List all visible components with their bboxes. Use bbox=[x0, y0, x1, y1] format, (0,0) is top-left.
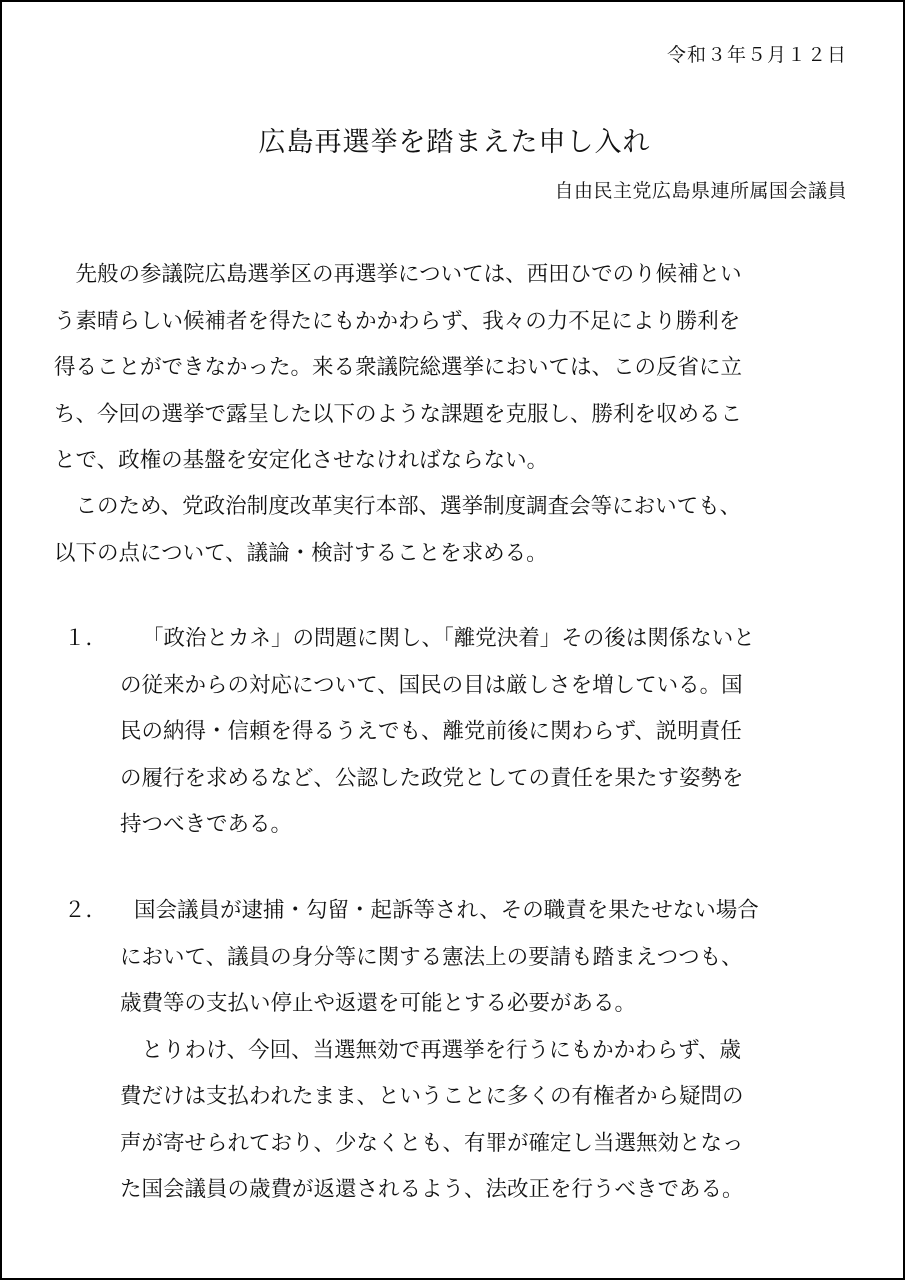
text-line: 費だけは支払われたまま、ということに多くの有権者から疑問の bbox=[120, 1084, 744, 1109]
text-line: 先般の参議院広島選挙区の再選挙については、西田ひでのり候補とい bbox=[54, 262, 742, 287]
text-line: の従来からの対応について、国民の目は厳しさを増している。国 bbox=[120, 672, 743, 698]
text-line: 以下の点について、議論・検討することを求める。 bbox=[54, 540, 548, 566]
text-line: 国会議員が逮捕・勾留・起訴等され、その職責を果たせない場合 bbox=[134, 898, 759, 923]
text-line: 「政治とカネ」の問題に関し、「離党決着」その後は関係ないと bbox=[142, 626, 755, 651]
text-line: 歳費等の支払い停止や返還を可能とする必要がある。 bbox=[120, 991, 637, 1016]
item-number: １． bbox=[64, 626, 108, 651]
intro-paragraph-2 bbox=[54, 484, 866, 577]
text-line: において、議員の身分等に関する憲法上の要請も踏まえつつも、 bbox=[120, 944, 743, 970]
text-line: の履行を求めるなど、公認した政党としての責任を果たす姿勢を bbox=[120, 765, 744, 791]
text-line: とで、政権の基盤を安定化させなければならない。 bbox=[54, 448, 549, 473]
document-affiliation: 自由民主党広島県連所属国会議員 bbox=[554, 180, 847, 202]
intro-paragraph-1 bbox=[54, 252, 866, 485]
list-item-1 bbox=[54, 616, 866, 849]
text-line: 得ることができなかった。来る衆議院総選挙においては、この反省に立 bbox=[54, 355, 743, 380]
text-line: た国会議員の歳費が返還されるよう、法改正を行うべきである。 bbox=[120, 1177, 744, 1202]
text-line: う素晴らしい候補者を得たにもかかわらず、我々の力不足により勝利を bbox=[54, 308, 741, 334]
document-title: 広島再選挙を踏まえた申し入れ bbox=[258, 127, 651, 158]
text-line: 民の納得・信頼を得るうえでも、離党前後に関わらず、説明責任 bbox=[120, 719, 742, 744]
list-item-2 bbox=[54, 888, 866, 1214]
text-line: 声が寄せられており、少なくとも、有罪が確定し当選無効となっ bbox=[120, 1130, 744, 1156]
text-line: とりわけ、今回、当選無効で再選挙を行うにもかかわらず、歳 bbox=[120, 1037, 741, 1063]
item-number: ２． bbox=[64, 898, 108, 923]
text-line: ち、今回の選挙で露呈した以下のような課題を克服し、勝利を収めるこ bbox=[54, 401, 743, 427]
text-line: このため、党政治制度改革実行本部、選挙制度調査会等においても、 bbox=[54, 494, 742, 519]
text-line: 持つべきである。 bbox=[120, 812, 293, 837]
document-date: 令和３年５月１２日 bbox=[666, 44, 847, 66]
